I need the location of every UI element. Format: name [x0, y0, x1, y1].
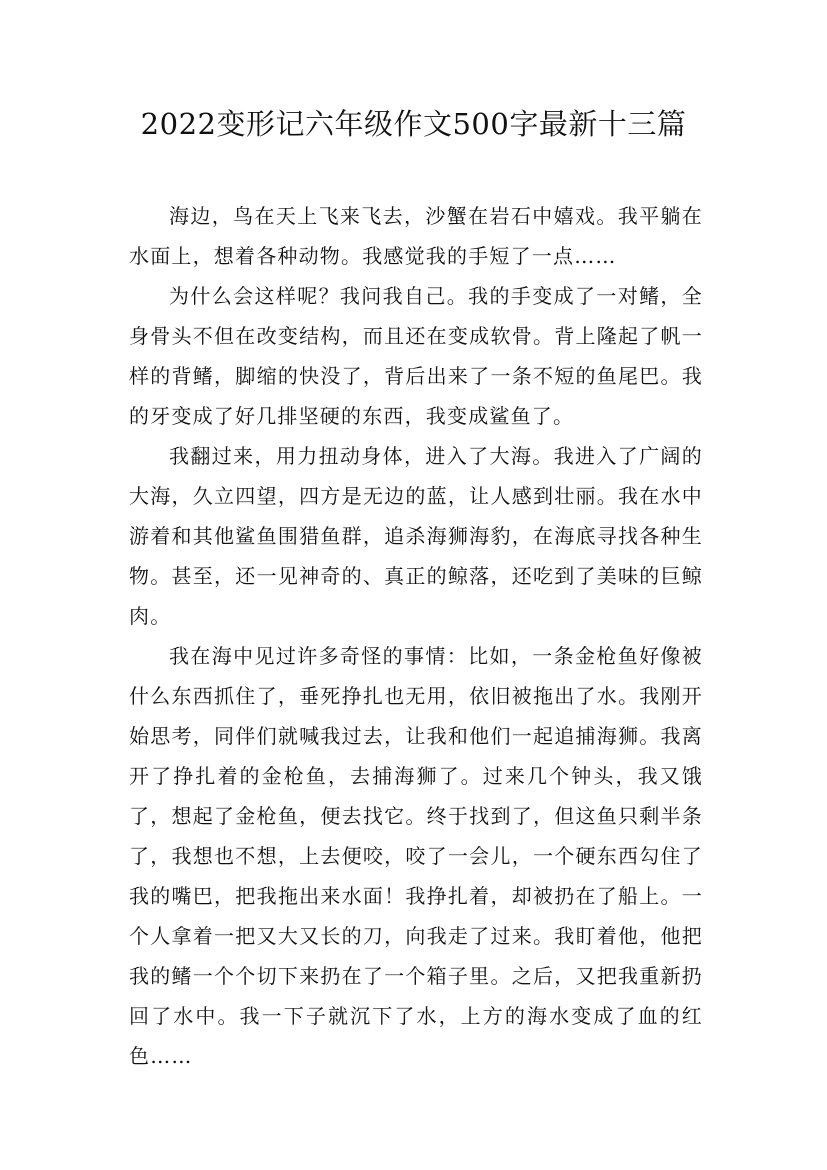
- paragraph-1: 海边，鸟在天上飞来飞去，沙蟹在岩石中嬉戏。我平躺在水面上，想着各种动物。我感觉我的手短了一点……: [129, 204, 703, 268]
- paragraph-2: 为什么会这样呢？我问我自己。我的手变成了一对鳍，全身骨头不但在改变结构，而且还在变成软骨。背上隆起了帆一样的背鳍，脚缩的快没了，背后出来了一条不短的鱼尾巴。我的牙变成了好几排坚硬的东西，我变成鲨鱼了。: [129, 284, 703, 428]
- paragraph-3: 我翻过来，用力扭动身体，进入了大海。我进入了广阔的大海，久立四望，四方是无边的蓝，让人感到壮丽。我在水中游着和其他鲨鱼围猎鱼群，追杀海狮海豹，在海底寻找各种生物。甚至，还一见神奇的、真正的鲸落，还吃到了美味的巨鲸肉。: [129, 444, 703, 628]
- paragraph-4: 我在海中见过许多奇怪的事情：比如，一条金枪鱼好像被什么东西抓住了，垂死挣扎也无用，依旧被拖出了水。我刚开始思考，同伴们就喊我过去，让我和他们一起追捕海狮。我离开了挣扎着的金枪鱼，去捕海狮了。过来几个钟头，我又饿了，想起了金枪鱼，便去找它。终于找到了，但这鱼只剩半条了，我想也不想，上去便咬，咬了一会儿，一个硬东西勾住了我的嘴巴，把我拖出来水面！我挣扎着，却被扔在了船上。一个人拿着一把又大又长的刀，向我走了过来。我盯着他，他把我的鳍一个个切下来扔在了一个箱子里。之后，又把我重新扔回了水中。我一下子就沉下了水，上方的海水变成了血的红色……: [129, 644, 703, 1068]
- document-body: [129, 196, 703, 1076]
- document-title: 2022变形记六年级作文500字最新十三篇: [140, 107, 687, 141]
